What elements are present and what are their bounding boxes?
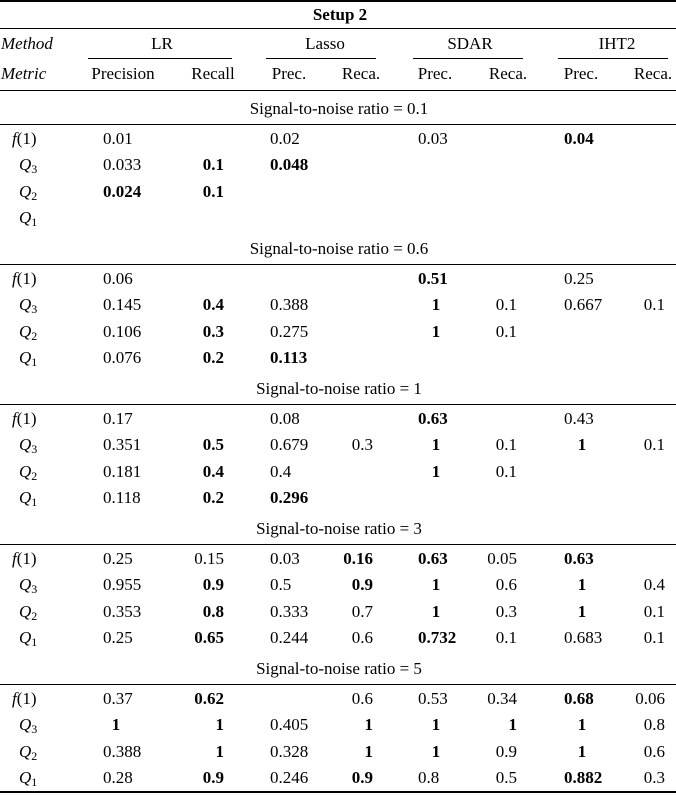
table-cell: 0.17: [103, 409, 133, 428]
table-cell: 0.8: [202, 602, 224, 621]
method-lr: LR: [151, 34, 173, 53]
top-rule: [0, 0, 676, 2]
table-cell: 0.353: [103, 602, 142, 621]
table-cell: 0.03: [418, 129, 448, 148]
table-cell: 0.7: [351, 602, 373, 621]
header-rule: [0, 90, 676, 91]
table-cell: 0.6: [351, 689, 373, 708]
table-cell: 0.244: [270, 628, 309, 647]
table-cell: 0.033: [103, 155, 142, 174]
row-label: $Q_2$: [19, 602, 38, 623]
row-label: $Q_3$: [19, 715, 38, 736]
table-cell: 0.296: [270, 488, 309, 507]
table-cell: 1: [364, 715, 373, 734]
table-cell: 0.118: [103, 488, 141, 507]
row-label: $Q_1$: [19, 208, 38, 229]
table-cell: 1: [215, 742, 224, 761]
metric-header-cell: Prec.: [271, 64, 307, 83]
table-cell: 0.5: [270, 575, 292, 594]
table-cell: 1: [215, 715, 224, 734]
table-cell: 0.3: [495, 602, 517, 621]
table-cell: 1: [111, 715, 121, 734]
table-cell: 0.62: [194, 689, 224, 708]
table-cell: 0.5: [202, 435, 224, 454]
method-underline: [266, 58, 376, 59]
table-cell: 0.683: [564, 628, 603, 647]
row-label: f(1): [12, 549, 37, 568]
table-cell: 0.1: [495, 435, 517, 454]
method-sdar: SDAR: [447, 34, 493, 53]
row-label: $Q_2$: [19, 182, 38, 203]
table-cell: 0.732: [418, 628, 457, 647]
table-cell: 1: [364, 742, 373, 761]
table-cell: 0.28: [103, 768, 133, 787]
table-cell: 0.02: [270, 129, 300, 148]
table-cell: 0.882: [564, 768, 603, 787]
table-cell: 0.9: [202, 575, 224, 594]
table-cell: 0.388: [270, 295, 309, 314]
table-cell: 0.1: [495, 295, 517, 314]
table-cell: 0.1: [495, 462, 517, 481]
table-cell: 0.06: [635, 689, 665, 708]
method-iht2: IHT2: [598, 34, 636, 53]
table-cell: 0.16: [343, 549, 373, 568]
row-label: $Q_1$: [19, 768, 38, 789]
table-cell: 1: [508, 715, 517, 734]
section-rule: [0, 124, 676, 125]
section-title: Signal-to-noise ratio = 0.1: [249, 99, 429, 118]
table-cell: 0.51: [418, 269, 448, 288]
table-cell: 0.15: [194, 549, 224, 568]
table-cell: 0.4: [202, 295, 224, 314]
bottom-rule: [0, 791, 676, 793]
row-label: $Q_3$: [19, 575, 38, 596]
section-title: Signal-to-noise ratio = 3: [256, 519, 422, 538]
table-cell: 0.01: [103, 129, 133, 148]
table-cell: 1: [431, 435, 441, 454]
row-label: f(1): [12, 409, 37, 428]
section-title: Signal-to-noise ratio = 1: [256, 379, 422, 398]
table-cell: 0.43: [564, 409, 594, 428]
table-cell: 1: [577, 602, 587, 621]
section-rule: [0, 264, 676, 265]
table-cell: 0.955: [103, 575, 142, 594]
table-cell: 0.181: [103, 462, 142, 481]
table-cell: 0.024: [103, 182, 142, 201]
table-cell: 0.05: [487, 549, 517, 568]
table-cell: 0.333: [270, 602, 309, 621]
section-rule: [0, 684, 676, 685]
table-cell: 0.351: [103, 435, 142, 454]
table-cell: 0.1: [643, 602, 665, 621]
table-cell: 0.63: [564, 549, 594, 568]
table-title: Setup 2: [312, 5, 368, 24]
section-rule: [0, 404, 676, 405]
table-cell: 0.1: [643, 295, 665, 314]
table-cell: 0.4: [270, 462, 292, 481]
table-cell: 0.106: [103, 322, 142, 341]
table-cell: 0.25: [564, 269, 594, 288]
table-cell: 0.08: [270, 409, 300, 428]
table-cell: 0.113: [270, 348, 308, 367]
table-cell: 0.1: [202, 155, 224, 174]
table-cell: 0.145: [103, 295, 142, 314]
table-cell: 0.63: [418, 409, 448, 428]
table-cell: 0.048: [270, 155, 309, 174]
table-cell: 0.9: [351, 768, 373, 787]
table-cell: 0.8: [418, 768, 440, 787]
table-cell: 0.6: [495, 575, 517, 594]
table-cell: 0.37: [103, 689, 133, 708]
method-lasso: Lasso: [305, 34, 345, 53]
table-cell: 0.63: [418, 549, 448, 568]
table-cell: 0.6: [643, 742, 665, 761]
table-cell: 1: [431, 322, 441, 341]
metric-header-cell: Prec.: [563, 64, 599, 83]
table-cell: 1: [431, 602, 441, 621]
table-cell: 0.53: [418, 689, 448, 708]
method-underline: [413, 58, 523, 59]
row-label: f(1): [12, 269, 37, 288]
row-label: $Q_1$: [19, 628, 38, 649]
metric-header-cell: Reca.: [341, 64, 381, 83]
table-cell: 0.3: [351, 435, 373, 454]
row-label: $Q_2$: [19, 322, 38, 343]
table-cell: 0.246: [270, 768, 309, 787]
row-label: $Q_1$: [19, 488, 38, 509]
table-cell: 0.2: [202, 488, 224, 507]
metric-header-cell: Prec.: [417, 64, 453, 83]
table-cell: 1: [577, 435, 587, 454]
table-cell: 0.6: [351, 628, 373, 647]
table-cell: 0.8: [643, 715, 665, 734]
table-cell: 1: [577, 715, 587, 734]
table-cell: 1: [431, 575, 441, 594]
row-label: $Q_1$: [19, 348, 38, 369]
table-cell: 0.388: [103, 742, 142, 761]
table-cell: 0.1: [202, 182, 224, 201]
table-cell: 0.9: [202, 768, 224, 787]
table-cell: 0.3: [202, 322, 224, 341]
table-cell: 0.1: [643, 435, 665, 454]
method-header: Method: [1, 34, 53, 53]
table-cell: 0.9: [351, 575, 373, 594]
table-cell: 0.2: [202, 348, 224, 367]
metric-header-cell: Recall: [191, 64, 235, 83]
table-cell: 0.06: [103, 269, 133, 288]
row-label: f(1): [12, 689, 37, 708]
table-cell: 0.9: [495, 742, 517, 761]
section-rule: [0, 544, 676, 545]
metric-header-cell: Reca.: [488, 64, 528, 83]
table-cell: 0.68: [564, 689, 594, 708]
table-cell: 0.1: [495, 322, 517, 341]
metric-header: Metric: [1, 64, 47, 83]
table-cell: 1: [431, 742, 441, 761]
table-cell: 0.275: [270, 322, 309, 341]
title-rule: [0, 28, 676, 29]
table-cell: 0.04: [564, 129, 594, 148]
table-cell: 0.03: [270, 549, 300, 568]
table-cell: 0.328: [270, 742, 309, 761]
table-cell: 0.25: [103, 628, 133, 647]
metric-header-cell: Precision: [91, 64, 155, 83]
table-cell: 1: [431, 295, 441, 314]
table-cell: 1: [577, 742, 587, 761]
table-cell: 0.667: [564, 295, 603, 314]
table-cell: 0.65: [194, 628, 224, 647]
table-cell: 0.076: [103, 348, 142, 367]
section-title: Signal-to-noise ratio = 5: [256, 659, 422, 678]
table-cell: 0.5: [495, 768, 517, 787]
table-cell: 0.1: [495, 628, 517, 647]
table-cell: 1: [431, 462, 441, 481]
row-label: $Q_3$: [19, 295, 38, 316]
row-label: $Q_3$: [19, 435, 38, 456]
table-cell: 0.679: [270, 435, 309, 454]
method-underline: [88, 58, 232, 59]
section-title: Signal-to-noise ratio = 0.6: [249, 239, 429, 258]
method-underline: [558, 58, 668, 59]
metric-header-cell: Reca.: [633, 64, 673, 83]
table-cell: 0.4: [643, 575, 665, 594]
table-cell: 0.3: [643, 768, 665, 787]
table-cell: 0.1: [643, 628, 665, 647]
row-label: f(1): [12, 129, 37, 148]
table-cell: 0.25: [103, 549, 133, 568]
row-label: $Q_3$: [19, 155, 38, 176]
table-cell: 0.4: [202, 462, 224, 481]
row-label: $Q_2$: [19, 742, 38, 763]
table-cell: 1: [431, 715, 441, 734]
table-cell: 1: [577, 575, 587, 594]
table-cell: 0.34: [487, 689, 517, 708]
row-label: $Q_2$: [19, 462, 38, 483]
table-cell: 0.405: [270, 715, 309, 734]
